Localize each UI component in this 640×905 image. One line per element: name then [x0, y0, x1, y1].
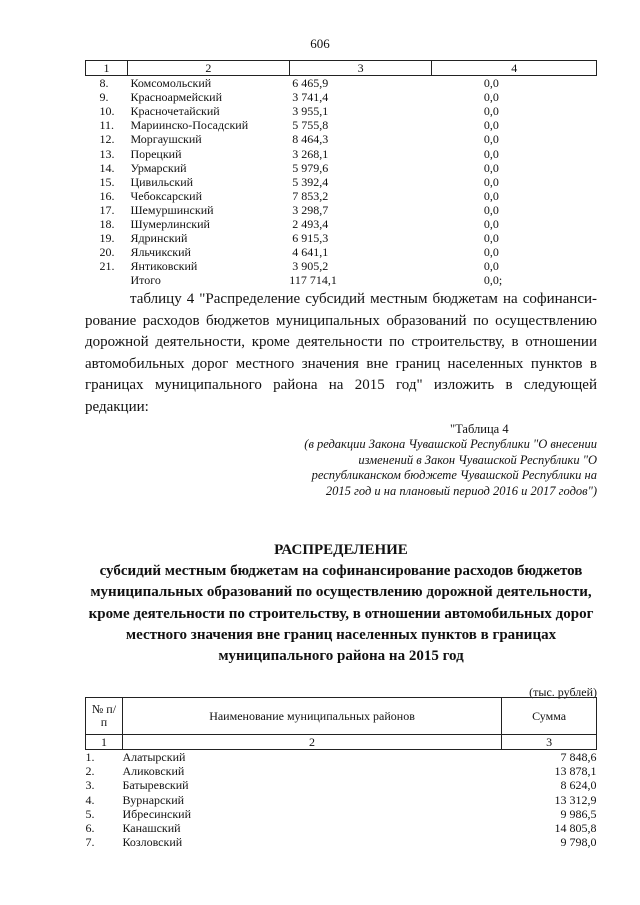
table-row — [86, 189, 597, 203]
district-name: Красночетайский — [130, 104, 220, 119]
table-row — [86, 793, 597, 807]
table-row — [86, 146, 597, 160]
district-name: Ибресинский — [122, 806, 192, 821]
table-row — [86, 259, 597, 273]
table-row — [86, 175, 597, 189]
table-row — [86, 132, 597, 146]
table-row — [86, 750, 597, 765]
subsidy-amount: 8 624,0 — [560, 778, 597, 793]
subsidy-amount: 3 268,1 — [292, 146, 329, 161]
paragraph-line-1: таблицу 4 "Распределение субсидий местным бюджетам на софинанси- — [130, 291, 597, 307]
row-number: 15. — [99, 174, 115, 189]
value-column-4: 0,0 — [483, 259, 499, 274]
value-column-4: 0,0 — [483, 202, 499, 217]
row-number: 21. — [99, 259, 115, 274]
header-sum: Сумма — [502, 698, 597, 735]
row-number: 12. — [99, 132, 115, 147]
units-label: (тыс. рублей) — [529, 685, 597, 699]
row-number: 17. — [99, 202, 115, 217]
subsidy-amount: 5 979,6 — [292, 160, 329, 175]
subsidy-amount: 5 392,4 — [292, 174, 329, 189]
subsidy-amount: 6 465,9 — [292, 76, 329, 91]
row-number: 2. — [85, 764, 95, 779]
district-name: Яльчикский — [130, 245, 191, 260]
subsidy-amount: 3 905,2 — [292, 259, 329, 274]
header-number: № п/п — [86, 698, 123, 735]
district-name: Аликовский — [122, 764, 185, 779]
value-column-4: 0,0 — [483, 104, 499, 119]
subsidy-amount: 9 986,5 — [560, 806, 597, 821]
row-number: 1. — [85, 750, 95, 765]
row-number: 13. — [99, 146, 115, 161]
table-header-row — [86, 698, 597, 735]
table-row — [86, 764, 597, 778]
subsidy-amount: 4 641,1 — [292, 245, 329, 260]
row-number: 4. — [85, 792, 95, 807]
value-column-4: 0,0 — [483, 231, 499, 246]
column-index: 1 — [86, 735, 123, 750]
district-name: Мариинско-Посадский — [130, 118, 249, 133]
row-number: 11. — [99, 118, 115, 133]
total-label: Итого — [130, 273, 161, 288]
row-number: 20. — [99, 245, 115, 260]
municipal-subsidy-table-continued — [85, 60, 597, 287]
table-row — [86, 161, 597, 175]
page-number: 606 — [310, 36, 330, 51]
subsidy-amount: 3 955,1 — [292, 104, 329, 119]
district-name: Алатырский — [122, 750, 186, 765]
district-name: Ядринский — [130, 231, 188, 246]
district-name: Моргаушский — [130, 132, 202, 147]
district-name: Урмарский — [130, 160, 187, 175]
subsidy-amount: 7 848,6 — [560, 750, 597, 765]
total-value-column-4: 0,0; — [483, 273, 503, 288]
value-column-4: 0,0 — [483, 90, 499, 105]
district-name: Цивильский — [130, 174, 194, 189]
table-column-index-row — [86, 61, 597, 76]
row-number: 16. — [99, 188, 115, 203]
district-name: Чебоксарский — [130, 188, 202, 203]
district-name: Порецкий — [130, 146, 182, 161]
subsidy-amount: 13 878,1 — [554, 764, 597, 779]
district-name: Батыревский — [122, 778, 189, 793]
column-index: 4 — [432, 61, 597, 76]
subsidy-amount: 13 312,9 — [554, 792, 597, 807]
row-number: 10. — [99, 104, 115, 119]
table-row — [86, 104, 597, 118]
district-name: Комсомольский — [130, 76, 212, 91]
row-number: 7. — [85, 835, 95, 850]
row-number: 18. — [99, 216, 115, 231]
table-row — [86, 203, 597, 217]
subsidy-amount: 3 741,4 — [292, 90, 329, 105]
district-name: Красноармейский — [130, 90, 223, 105]
header-district-name: Наименование муниципальных районов — [122, 698, 501, 735]
total-amount: 117 714,1 — [289, 273, 337, 288]
district-name: Козловский — [122, 835, 183, 850]
table-column-index-row — [86, 735, 597, 750]
heading-subtitle: субсидий местным бюджетам на софинансирование расходов бюджетов муниципальных образований по осуществлению дорожной деятельности, кроме деятельности по строительству, в отношении автомобильных дорог местного значения вне границ населенных пунктов в границах муниципального района на 2015 год — [88, 563, 594, 665]
subsidy-amount: 2 493,4 — [292, 216, 329, 231]
table-row — [86, 778, 597, 792]
subsidy-amount: 9 798,0 — [560, 835, 597, 850]
district-name: Вурнарский — [122, 792, 185, 807]
column-index: 3 — [289, 61, 432, 76]
value-column-4: 0,0 — [483, 160, 499, 175]
table-row — [86, 76, 597, 91]
table-row — [86, 118, 597, 132]
value-column-4: 0,0 — [483, 146, 499, 161]
table-total-row — [86, 273, 597, 287]
value-column-4: 0,0 — [483, 245, 499, 260]
table-row — [86, 835, 597, 849]
row-number: 3. — [85, 778, 95, 793]
column-index: 1 — [86, 61, 128, 76]
document-heading — [85, 540, 597, 667]
column-index: 2 — [127, 61, 289, 76]
district-name: Канашский — [122, 821, 181, 836]
table-row — [86, 217, 597, 231]
subsidy-amount: 3 298,7 — [292, 202, 329, 217]
table-caption: "Таблица 4 — [450, 422, 509, 436]
table-edition-note: (в редакции Закона Чувашской Республики "О внесении изменений в Закон Чувашской Республики "О республиканском бюджете Чувашской Республики на 2015 год и на плановый период 2016 и 2017 годов") — [304, 437, 597, 498]
heading-title: РАСПРЕДЕЛЕНИЕ — [274, 542, 408, 558]
value-column-4: 0,0 — [483, 132, 499, 147]
table-row — [86, 807, 597, 821]
subsidy-amount: 6 915,3 — [292, 231, 329, 246]
row-number: 14. — [99, 160, 115, 175]
subsidy-distribution-table — [85, 697, 597, 849]
subsidy-amount: 7 853,2 — [292, 188, 329, 203]
district-name: Шемуршинский — [130, 202, 214, 217]
value-column-4: 0,0 — [483, 216, 499, 231]
row-number: 8. — [99, 76, 109, 91]
total-empty — [86, 273, 128, 287]
amendment-paragraph: рование расходов бюджетов муниципальных образований по осуществлению дорожной деятельности, кроме деятельности по строительству, в отношении автомобильных дорог местного значения вне границ населенных пунктов в границах муниципального района на 2015 год" изложить в следующей редакции: — [85, 312, 597, 415]
row-number: 6. — [85, 821, 95, 836]
row-number: 5. — [85, 806, 95, 821]
amendment-paragraph-first-line — [85, 289, 597, 311]
row-number: 9. — [99, 90, 109, 105]
subsidy-amount: 14 805,8 — [554, 821, 597, 836]
table-row — [86, 231, 597, 245]
value-column-4: 0,0 — [483, 76, 499, 91]
district-name: Янтиковский — [130, 259, 198, 274]
column-index: 3 — [502, 735, 597, 750]
column-index: 2 — [122, 735, 501, 750]
value-column-4: 0,0 — [483, 188, 499, 203]
table-row — [86, 821, 597, 835]
district-name: Шумерлинский — [130, 216, 210, 231]
value-column-4: 0,0 — [483, 118, 499, 133]
table-row — [86, 90, 597, 104]
row-number: 19. — [99, 231, 115, 246]
subsidy-amount: 5 755,8 — [292, 118, 329, 133]
table-row — [86, 245, 597, 259]
value-column-4: 0,0 — [483, 174, 499, 189]
subsidy-amount: 8 464,3 — [292, 132, 329, 147]
